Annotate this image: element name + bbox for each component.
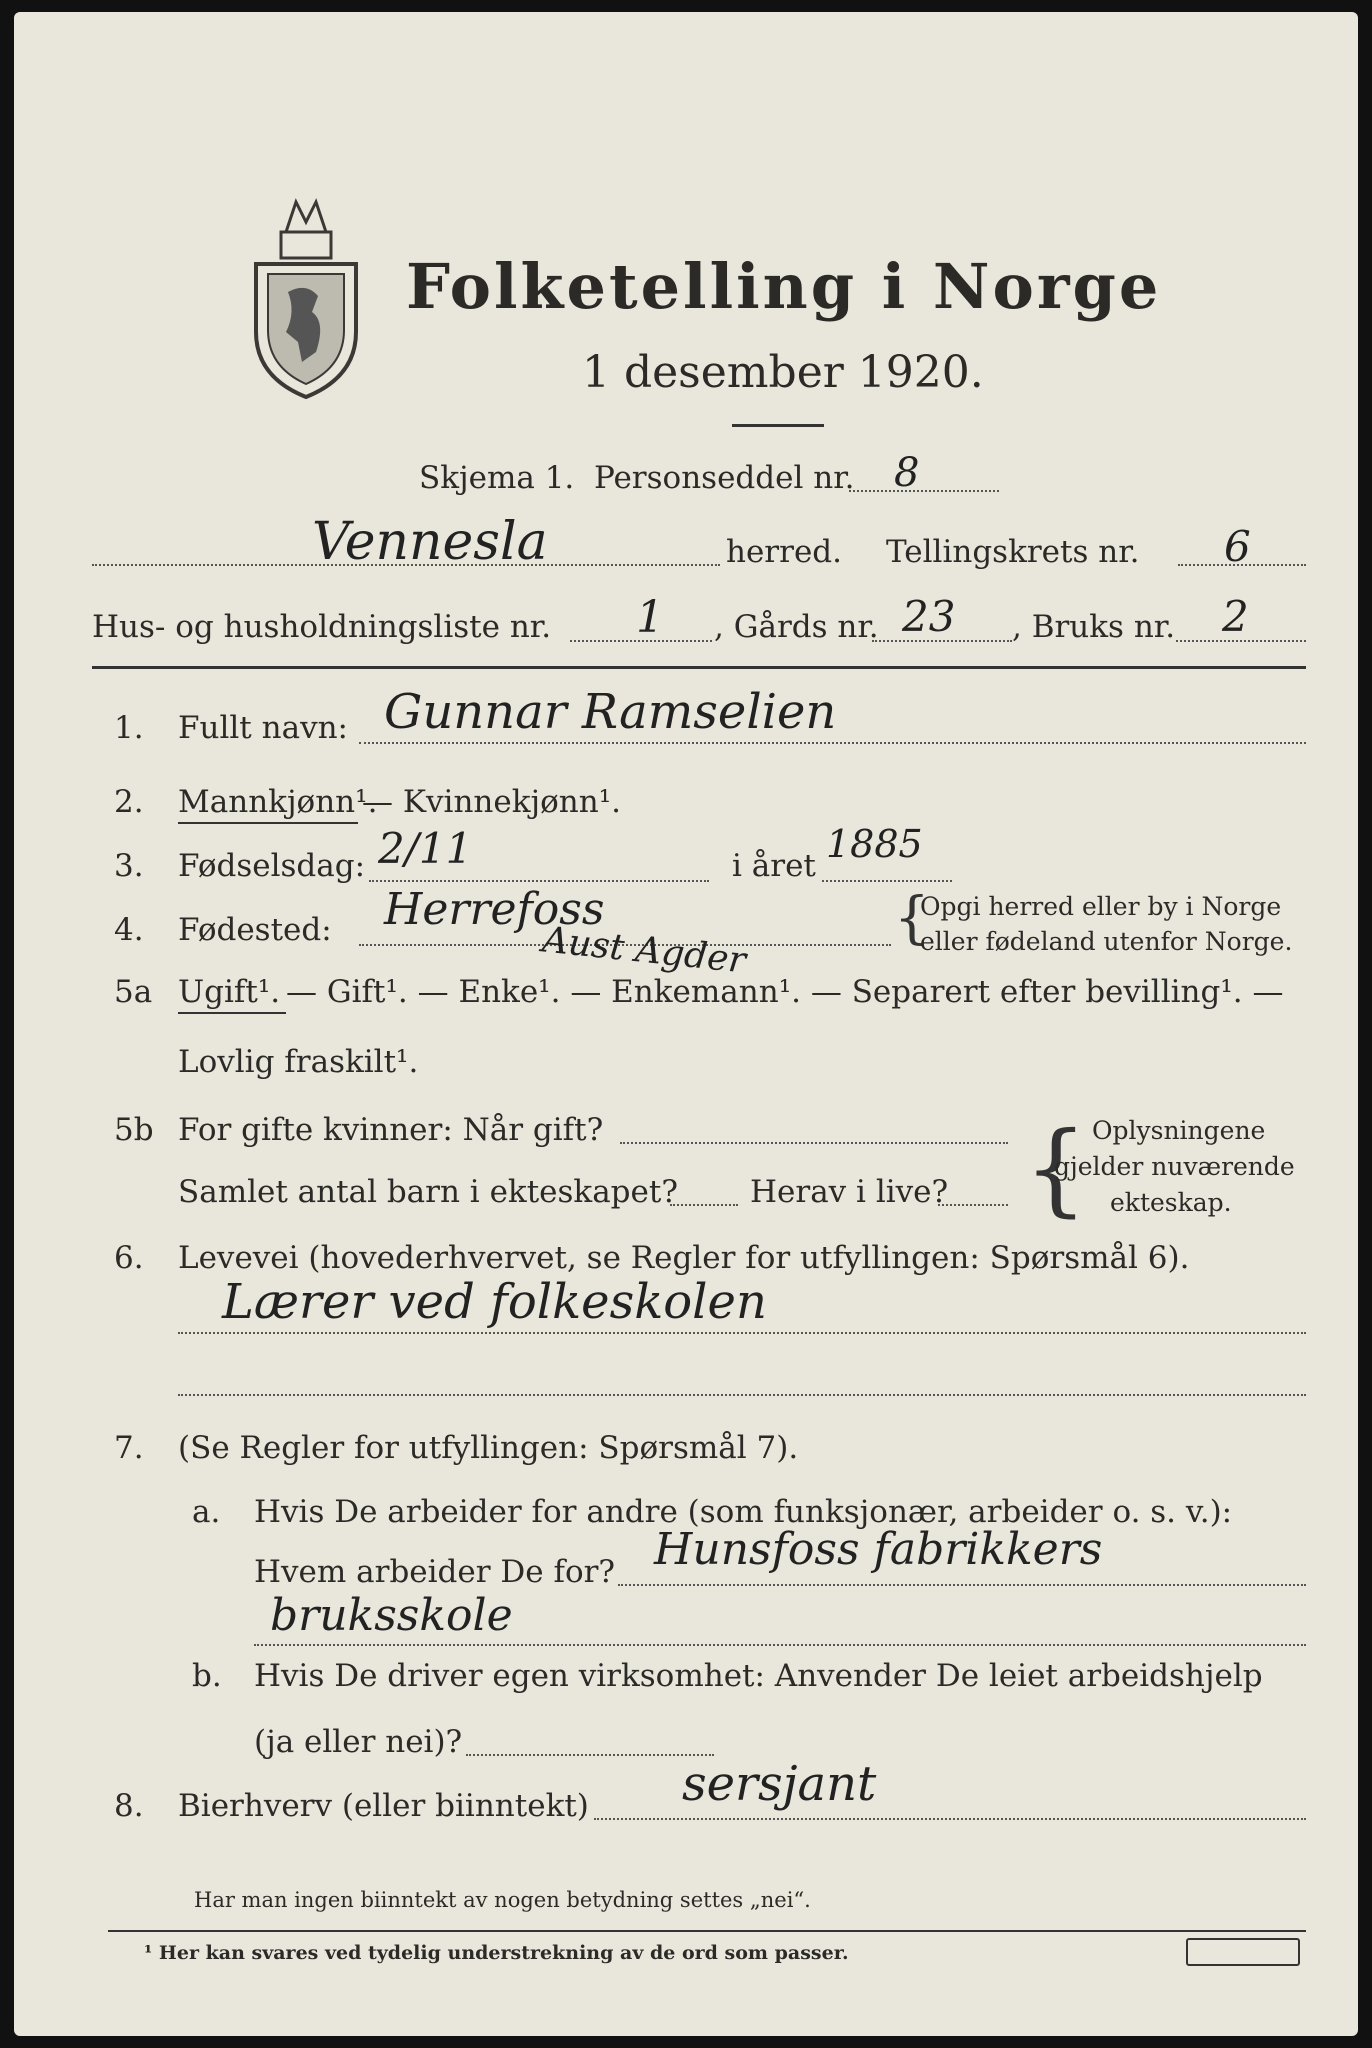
q5b-note3: ekteskap. [1110,1188,1232,1217]
herred-label: herred. [726,534,842,570]
bruks-label: , Bruks nr. [1012,609,1176,645]
q6-line2 [178,1394,1306,1396]
q1-line [359,742,1306,744]
q3-year-label: i året [732,848,816,884]
q8-secondary-income[interactable]: sersjant [682,1756,877,1812]
skjema-label: Skjema 1. [419,460,575,496]
q7a-line1: Hvis De arbeider for andre (som funksjonær, arbeider o. s. v.): [254,1494,1233,1530]
q4-birthplace[interactable]: Herrefoss [384,884,605,935]
q2-kvinnekjonn[interactable]: — Kvinnekjønn¹. [362,784,621,820]
q7b-line2: (ja eller nei)? [254,1724,463,1760]
q4-number: 4. [114,912,144,948]
q5b-herav: Herav i live? [750,1174,949,1210]
q7a-line2: Hvem arbeider De for? [254,1554,616,1590]
q1-full-name[interactable]: Gunnar Ramselien [384,684,837,740]
herred-value[interactable]: Vennesla [312,512,548,572]
q5b-gift-line [620,1142,1008,1144]
q5b-herav-line [938,1204,1008,1206]
title-divider [732,424,824,427]
q3-number: 3. [114,848,144,884]
q3-year[interactable]: 1885 [826,822,923,866]
norway-coat-of-arms-icon [246,192,366,402]
q7b-line [466,1754,714,1756]
q4-note-line2: eller fødeland utenfor Norge. [920,927,1293,956]
census-date: 1 desember 1920. [582,347,984,398]
q3-line [369,880,709,882]
hus-value[interactable]: 1 [636,592,664,643]
printer-stamp-icon [1186,1938,1300,1966]
personseddel-value[interactable]: 8 [894,450,920,496]
q7-label: (Se Regler for utfyllingen: Spørsmål 7). [178,1430,799,1466]
q7a-line-b [254,1644,1306,1646]
q3-year-line [822,880,952,882]
q7a-employer-cont[interactable]: bruksskole [270,1590,513,1641]
q5a-fraskilt[interactable]: Lovlig fraskilt¹. [178,1044,419,1080]
q8-number: 8. [114,1788,144,1824]
q4-label: Fødested: [178,912,332,948]
tellingskrets-value[interactable]: 6 [1224,522,1251,571]
q6-line1 [178,1332,1306,1334]
q2-underline [178,822,358,824]
q8-label: Bierhverv (eller biinntekt) [178,1788,589,1824]
gards-value[interactable]: 23 [902,592,956,641]
footer-note: Har man ingen biinntekt av nogen betydning settes „nei“. [194,1888,811,1912]
q1-label: Fullt navn: [178,710,348,746]
q3-label: Fødselsdag: [178,848,366,884]
q6-number: 6. [114,1240,144,1276]
q6-occupation[interactable]: Lærer ved folkeskolen [222,1274,767,1330]
section-divider [92,666,1306,669]
q3-birthday[interactable]: 2/11 [378,824,473,873]
footer-divider [108,1930,1306,1932]
footnote: ¹ Her kan svares ved tydelig understrekning av de ord som passer. [144,1942,849,1964]
gards-label: , Gårds nr. [714,609,879,645]
q5b-line2: Samlet antal barn i ekteskapet? [178,1174,678,1210]
q7b-letter: b. [192,1658,222,1694]
q7a-line-a [618,1584,1306,1586]
q7-number: 7. [114,1430,144,1466]
q7a-employer[interactable]: Hunsfoss fabrikkers [654,1524,1103,1575]
q7b-line1: Hvis De driver egen virksomhet: Anvender De leiet arbeidshjelp [254,1658,1263,1694]
census-form [14,12,1358,2036]
bruks-value[interactable]: 2 [1222,592,1249,641]
personseddel-label: Personseddel nr. [594,460,855,496]
q5b-brace: { [1024,1110,1088,1227]
personseddel-line [849,490,999,492]
q5a-ugift[interactable]: Ugift¹. [178,974,281,1010]
q4-note-line1: Opgi herred eller by i Norge [920,892,1282,921]
hus-label: Hus- og husholdningsliste nr. [92,609,552,645]
form-title: Folketelling i Norge [406,250,1162,323]
q1-number: 1. [114,710,144,746]
q4-region[interactable]: Aust Agder [540,919,748,982]
q5b-line1: For gifte kvinner: Når gift? [178,1112,604,1148]
q5b-number: 5b [114,1112,154,1148]
q5a-number: 5a [114,974,153,1010]
q5a-options[interactable]: — Gift¹. — Enke¹. — Enkemann¹. — Separert efter bevilling¹. — [286,974,1284,1010]
q5b-note1: Oplysningene [1092,1116,1266,1145]
q2-number: 2. [114,784,144,820]
q7a-letter: a. [192,1494,221,1530]
q5b-note2: gjelder nuværende [1054,1152,1295,1181]
tellingskrets-label: Tellingskrets nr. [886,534,1140,570]
q2-mannkjonn[interactable]: Mannkjønn¹. [178,784,378,820]
q5b-barn-line [670,1204,738,1206]
q8-line [594,1818,1306,1820]
q4-brace: { [894,886,930,951]
q5a-underline [178,1012,286,1014]
q6-label: Levevei (hovederhvervet, se Regler for utfyllingen: Spørsmål 6). [178,1240,1190,1276]
